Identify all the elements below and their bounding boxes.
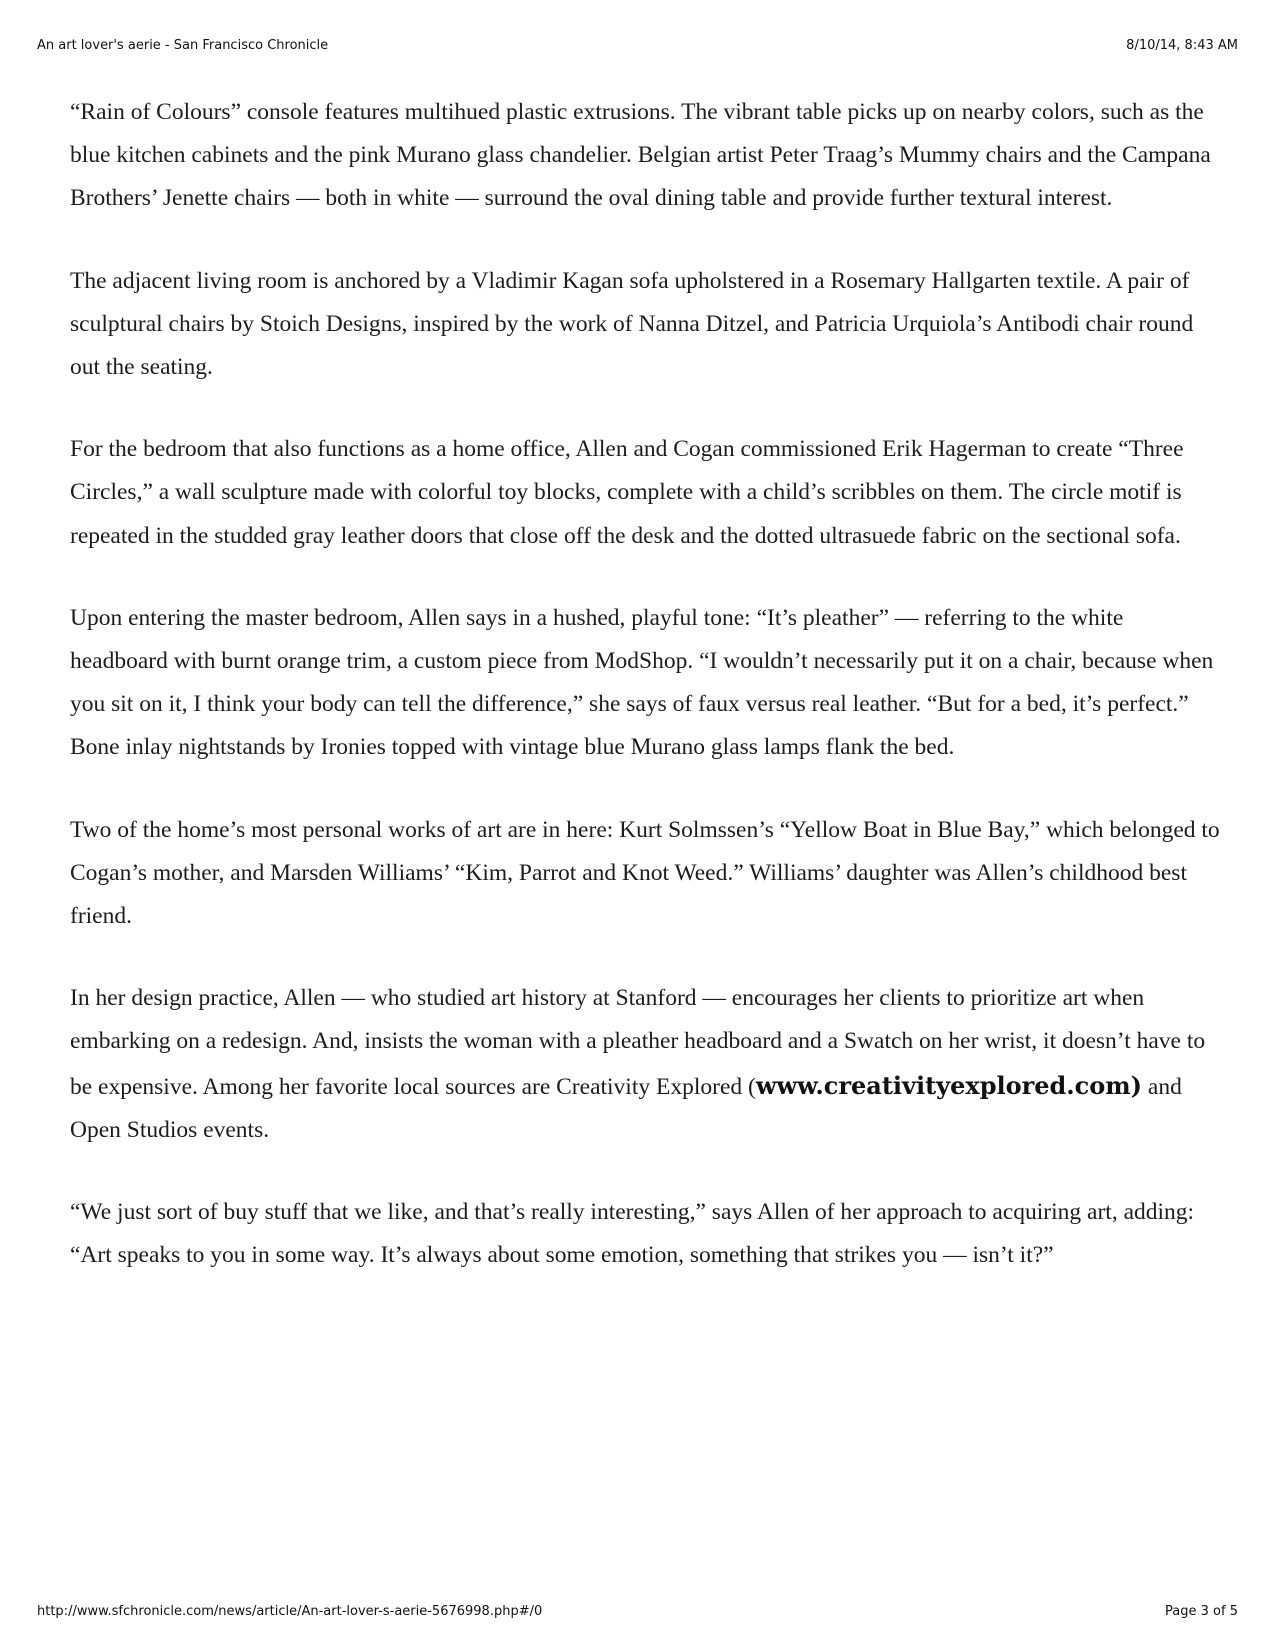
paragraph-master-bedroom: Upon entering the master bedroom, Allen says in a hushed, playful tone: “It’s pleather” — referring to the white headboard with burnt orange trim, a custom piece from ModShop. “I wouldn’t necessarily put it on a chair, because when you sit on it, I think your body can tell the difference,” she says of faux versus real leather. “But for a bed, it’s perfect.” Bone inlay nightstands by Ironies topped with vintage blue Murano glass lamps flank the bed. [70, 604, 1214, 761]
print-footer [37, 1604, 1238, 1619]
print-header [37, 38, 1238, 53]
paragraph-living-room: The adjacent living room is anchored by a Vladimir Kagan sofa upholstered in a Rosemary Hallgarten textile. A pair of sculptural chairs by Stoich Designs, inspired by the work of Nanna Ditzel, and Patricia Urquiola’s Antibodi chair round out the seating. [70, 267, 1194, 381]
page-indicator: Page 3 of 5 [1165, 1604, 1238, 1619]
print-timestamp: 8/10/14, 8:43 AM [1126, 38, 1238, 53]
paragraph-personal-art: Two of the home’s most personal works of art are in here: Kurt Solmssen’s “Yellow Boat in Blue Bay,” which belonged to Cogan’s mother, and Marsden Williams’ “Kim, Parrot and Knot Weed.” Williams’ daughter was Allen’s childhood best friend. [70, 816, 1220, 930]
page-url: http://www.sfchronicle.com/news/article/An-art-lover-s-aerie-5676998.php#/0 [37, 1604, 543, 1619]
paragraph-text-before-link: In her design practice, Allen — who studied art history at Stanford — encourages her clients to prioritize art when embarking on a redesign. And, insists the woman with a pleather headboard and a Swatch on her wrist, it doesn’t have to be expensive. Among her favorite local sources are Creativity Explored ( [70, 985, 1206, 1100]
paragraph-dining: “Rain of Colours” console features multihued plastic extrusions. The vibrant table picks up on nearby colors, such as the blue kitchen cabinets and the pink Murano glass chandelier. Belgian artist Peter Traag’s Mummy chairs and the Campana Brothers’ Jenette chairs — both in white — surround the oval dining table and provide further textural interest. [70, 99, 1211, 212]
paragraph-text-after-link: and Open Studios events. [70, 1073, 1182, 1143]
page-title: An art lover's aerie - San Francisco Chronicle [37, 38, 329, 53]
paragraph-bedroom-office: For the bedroom that also functions as a home office, Allen and Cogan commissioned Erik Hagerman to create “Three Circles,” a wall sculpture made with colorful toy blocks, complete with a child’s scribbles on them. The circle motif is repeated in the studded gray leather doors that close off the desk and the dotted ultrasuede fabric on the sectional sofa. [70, 436, 1184, 549]
paragraph-closing-quote: “We just sort of buy stuff that we like, and that’s really interesting,” says Allen of her approach to acquiring art, adding: “Art speaks to you in some way. It’s always about some emotion, something that strikes you — isn’t it?” [70, 1199, 1195, 1269]
article-body [70, 91, 1220, 1316]
paragraph-design-practice [70, 977, 1220, 1152]
creativity-explored-link[interactable]: www.creativityexplored.com) [755, 1070, 1143, 1100]
